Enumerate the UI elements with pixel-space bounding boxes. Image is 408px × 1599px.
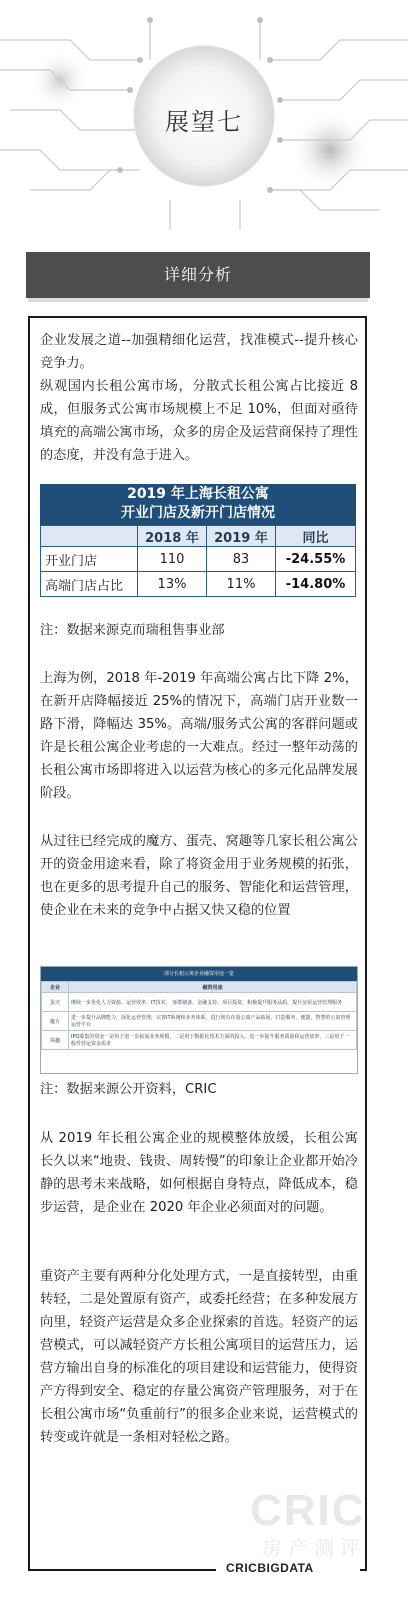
column-header-2018: 2018 年 [138, 526, 207, 547]
page-title: 展望七 [165, 108, 243, 136]
paragraph-funding: 从过往已经完成的魔方、蛋壳、窝趣等几家长租公寓公开的资金用途来看，除了将资金用于业务规模的拓张，也在更多的思考提升自己的服务、智能化和运营管理，使企业在未来的竞争中占据又快又稳的位置 [40, 834, 358, 918]
use-cell: 进一步提升品牌能力，深化运营管理，完善IT系统和业务体系，进行现有存量公寓产品拓展，打造服务、便捷、智慧的公寓管理运营平台 [69, 1012, 357, 1031]
column-header-company: 企业 [42, 982, 69, 993]
cell-2019: 11% [207, 572, 276, 597]
paragraph-intro: 企业发展之道--加强精细化运营，找准模式--提升核心竞争力。 [40, 333, 358, 371]
paragraph-market: 纵观国内长租公寓市场，分散式长租公寓占比接近 8 成，但服务式公寓市场规模上不足 10%，但面对亟待填充的高端公寓市场，众多的房企及运营商保持了理性的态度，并没有急于进入。 [40, 379, 358, 463]
row-label: 开业门店 [41, 547, 138, 572]
table-row [41, 572, 356, 597]
funding-table-title: 部分长租公寓企业融资用途一览 [41, 967, 357, 981]
paragraph-strategy: 从 2019 年长租公寓企业的规模整体放缓，长租公寓长久以来“地贵、钱贵、周转慢”的印象让企业都开始冷静的思考未来战略，如何根据自身特点，降低成本，稳步运营，是企业在 2020 年企业必须面对的问题。 [40, 1131, 358, 1215]
cell-2019: 83 [207, 547, 276, 572]
stores-table-title-line1: 2019 年上海长租公寓 [127, 486, 269, 502]
cell-2018: 13% [138, 572, 207, 597]
source-note-1: 注：数据来源克而瑞租售事业部 [40, 623, 225, 638]
table-row [42, 1031, 357, 1050]
use-cell: 继续一步优化人力资源、运营效率、IT技术、 客群储备、金融支持、项目投资，积极提升服务品质，提升房屋运营管理服务 [69, 993, 357, 1012]
stores-table-grid [40, 525, 356, 597]
frame-bottom-line-end [360, 1569, 367, 1571]
section-banner-label: 详细分析 [163, 265, 232, 284]
header-decoration [0, 0, 408, 235]
brand-label: CRICBIGDATA [226, 1561, 314, 1575]
section-banner [26, 252, 370, 298]
use-cell: IPO募集的资金一是用于进一步拓展业务规模，二是用于数据化技术方面的投入，进一步提升服务质量和运营效率，三是用于一般性营运资金需求 [69, 1031, 357, 1050]
stores-table-title-line2: 开业门店及新开门店情况 [121, 505, 275, 521]
frame-bottom-line [28, 1569, 216, 1571]
watermark-logo: CRIC [250, 1486, 366, 1535]
company-cell: 魔方 [42, 1012, 69, 1031]
table-corner-cell [41, 526, 138, 547]
table-row [42, 993, 357, 1012]
column-header-use: 融资用途 [69, 982, 357, 993]
table-row [41, 547, 356, 572]
funding-table-grid [41, 981, 357, 1050]
table-row [42, 1012, 357, 1031]
cell-2018: 110 [138, 547, 207, 572]
paragraph-shanghai: 上海为例，2018 年-2019 年高端公寓占比下降 2%，在新开店降幅接近 25%的情况下，高端门店开业数一路下滑，降幅达 35%。高端/服务式公寓的客群问题或许是长租公寓企业考虑的一大难点。经过一整年动荡的长租公寓市场即将进入以运营为核心的多元化品牌发展阶段。 [40, 671, 358, 801]
row-label: 高端门店占比 [41, 572, 138, 597]
company-cell: 蛋壳 [42, 993, 69, 1012]
cell-yoy: -24.55% [276, 547, 356, 572]
table-header-row [41, 526, 356, 547]
cell-yoy: -14.80% [276, 572, 356, 597]
table-header-row [42, 982, 357, 993]
stores-table-title [40, 484, 356, 525]
column-header-yoy: 同比 [276, 526, 356, 547]
paragraph-asset-light: 重资产主要有两种分化处理方式，一是直接转型，由重转轻，二是处置原有资产，或委托经营；在多种发展方向里，轻资产运营是众多企业探索的首选。轻资产的运营模式，可以减轻资产方长租公寓项目的运营压力，运营方输出自身的标准化的项目建设和运营能力，使得资产方得到安全、稳定的存量公寓资产管理服务，对于在长租公寓市场“负重前行”的很多企业来说，运营模式的转变或许就是一条相对轻松之路。 [40, 1269, 358, 1445]
column-header-2019: 2019 年 [207, 526, 276, 547]
source-note-2: 注：数据来源公开资料，CRIC [40, 1082, 217, 1097]
funding-table [40, 966, 358, 1074]
company-cell: 窝趣 [42, 1031, 69, 1050]
stores-table [40, 484, 356, 606]
watermark-subtitle: 房产测评 [262, 1536, 366, 1560]
